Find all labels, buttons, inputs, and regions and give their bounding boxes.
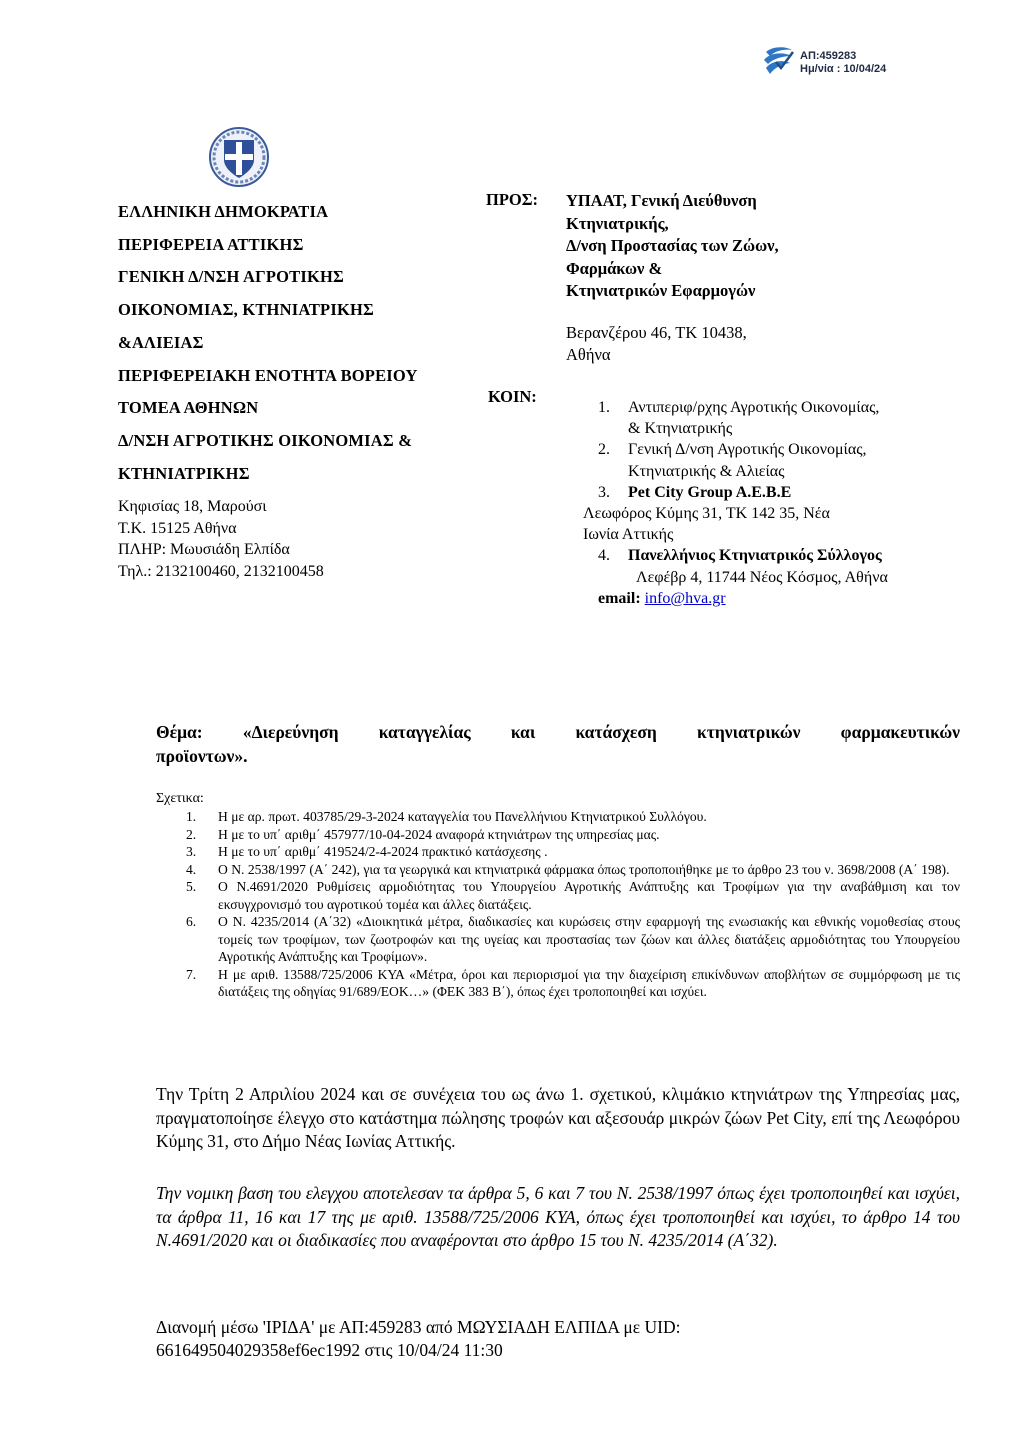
related-text: Η με το υπ΄ αριθμ΄ 457977/10-04-2024 αναφορά κτηνιάτρων της υπηρεσίας μας. [218,826,660,842]
related-item [156,878,960,913]
related-text: Ο Ν. 2538/1997 (Α΄ 242), για τα γεωργικά και κτηνιατρικά φάρμακα όπως τροποποιήθηκε με το άρθρο 23 του ν. 3698/2008 (Α΄ 198). [218,861,950,877]
koin-item [598,545,958,566]
koin-name: Pet City Group A.E.B.E [628,483,792,501]
subject [156,720,960,768]
koin-name: Πανελλήνιος Κτηνιατρικός Σύλλογος [628,547,882,565]
koin-text: Λεωφόρος Κύμης 31, ΤΚ 142 35, Νέα [583,505,830,523]
item-number: 7. [186,966,197,982]
recipient-line: Κτηνιατρικής, [566,213,669,233]
related-item [156,966,960,1001]
sender-line: ΤΟΜΕΑ ΑΘΗΝΩΝ [118,398,259,418]
item-number: 4. [186,861,197,877]
sender-line: ΟΙΚΟΝΟΜΙΑΣ, ΚΤΗΝΙΑΤΡΙΚΗΣ [118,300,374,320]
body-paragraph: Την Τρίτη 2 Απριλίου 2024 και σε συνέχεια του ως άνω 1. σχετικού, κλιμάκιο κτηνιάτρων της Υπηρεσίας μας, πραγματοποίησε έλεγχο στο κατάστημα πώλησης τροφών και αξεσουάρ μικρών ζώων Pet City, επί της Λεωφόρου Κύμης 31, στο Δήμο Νέας Ιωνίας Αττικής. [156,1084,960,1152]
related-item [156,913,960,966]
related-text: Η με αρ. πρωτ. 403785/29-3-2024 καταγγελία του Πανελλήνιου Κτηνιατρικού Συλλόγου. [218,809,707,824]
item-number: 3. [598,483,610,501]
related-list [156,808,960,1001]
item-number: 1. [186,809,197,824]
sender-line: ΓΕΝΙΚΗ Δ/ΝΣΗ ΑΓΡΟΤΙΚΗΣ [118,267,345,287]
koin-list [583,397,958,609]
koin-label: ΚΟΙΝ: [488,387,537,406]
footer-line: Διανομή μέσω 'ΙΡΙΔΑ' με ΑΠ:459283 από ΜΩΥΣΙΑΔΗ ΕΛΠΙΔΑ με UID: [156,1317,681,1337]
sender-info: ΠΛΗΡ: Μωυσιάδη Ελπίδα [118,541,290,559]
koin-text: Λεφέβρ 4, 11744 Νέος Κόσμος, Αθήνα [636,568,888,586]
stamp-protocol: ΑΠ:459283 [800,49,857,62]
recipient-label: ΠΡΟΣ: [486,190,539,209]
footer-line: 661649504029358ef6ec1992 στις 10/04/24 11:30 [156,1340,503,1360]
recipient-line: Φαρμάκων & [566,258,663,278]
koin-item [598,439,958,481]
legal-basis-paragraph: Την νομικη βαση του ελεγχου αποτελεσαν τα άρθρα 5, 6 και 7 του Ν. 2538/1997 όπως έχει τροποποιηθεί και ισχύει, τα άρθρα 11, 16 και 17 της με αριθ. 13588/725/2006 ΚΥΑ, όπως έχει τροποποιηθεί και ισχύει, το άρθρο 14 του Ν.4691/2020 και οι διαδικασίες που αναφέρονται στο άρθρο 15 του Ν. 4235/2014 (Α΄32). [156,1183,960,1251]
related-item [156,843,960,861]
sender-line: ΚΤΗΝΙΑΤΡΙΚΗΣ [118,463,250,483]
stamp-date: Ημ/νία : 10/04/24 [800,62,887,75]
item-number: 3. [186,844,197,859]
related-item [156,826,960,844]
koin-item [598,482,958,503]
email-label: email: [598,589,641,607]
recipient-address: Βερανζέρου 46, ΤΚ 10438, [566,322,747,342]
koin-item [598,397,958,439]
recipient-line: ΥΠΑΑΤ, Γενική Διεύθυνση [566,191,757,210]
greek-emblem-icon [208,126,270,193]
item-number: 5. [186,879,197,894]
subject-line: προϊοντων». [156,746,248,766]
item-number: 1. [598,399,610,416]
recipient-line: Δ/νση Προστασίας των Ζώων, [566,236,779,255]
related-text: Ο Ν.4691/2020 Ρυθμίσεις αρμοδιότητας του Υπουργείου Αγροτικής Ανάπτυξης και Τροφίμων για την αναβάθμιση και τον εκσυγχρονισμό του αγροτικού τομέα και άλλες διατάξεις. [218,879,960,912]
recipient-city: Αθήνα [566,345,611,364]
related-item [156,808,960,826]
item-number: 2. [186,826,197,842]
distribution-footer [156,1316,856,1362]
email-link[interactable]: info@hva.gr [644,589,726,607]
related-text: Η με το υπ΄ αριθμ΄ 419524/2-4-2024 πρακτικό κατάσχεσης . [218,844,548,859]
sender-line: ΕΛΛΗΝΙΚΗ ΔΗΜΟΚΡΑΤΙΑ [118,202,329,221]
sender-line: ΠΕΡΙΦΕΡΕΙΑΚΗ ΕΝΟΤΗΤΑ ΒΟΡΕΙΟΥ [118,365,418,385]
koin-text: Γενική Δ/νση Αγροτικής Οικονομίας, [628,441,867,459]
koin-text: & Κτηνιατρικής [628,420,733,438]
recipient-line: Κτηνιατρικών Εφαρμογών [566,281,756,300]
sender-line: ΠΕΡΙΦΕΡΕΙΑ ΑΤΤΙΚΗΣ [118,234,304,254]
related-item [156,861,960,879]
irida-logo-icon [762,44,796,81]
item-number: 4. [598,547,610,565]
sender-block [118,196,478,582]
subject-line: Θέμα: «Διερεύνηση καταγγελίας και κατάσχεση κτηνιατρικών φαρμακευτικών [156,722,960,742]
sender-postal: Τ.Κ. 15125 Αθήνα [118,519,237,537]
protocol-stamp [762,44,886,81]
related-text: Ο Ν. 4235/2014 (Α΄32) «Διοικητικά μέτρα, διαδικασίες και κυρώσεις στην εφαρμογή της ενωσιακής και εθνικής νομοθεσίας στους τομείς των τροφίμων, των ζωοτροφών και της υγείας και προστασίας των ζώων και άλλες διατάξεις αρμοδιότητας του Υπουργείου Αγροτικής Ανάπτυξης και Τροφίμων». [218,914,960,964]
koin-text: Αντιπεριφ/ρχης Αγροτικής Οικονομίας, [628,399,880,416]
sender-phone: Τηλ.: 2132100460, 2132100458 [118,562,324,580]
related-text: Η με αριθ. 13588/725/2006 ΚΥΑ «Μέτρα, όροι και περιορισμοί για την διαχείριση επικίνδυνων αποβλήτων σε συμμόρφωση με τις διατάξεις της οδηγίας 91/689/ΕΟΚ…» (ΦΕΚ 383 Β΄), όπως έχει τροποποιηθεί και ισχύει. [218,966,960,999]
koin-text: Ιωνία Αττικής [583,526,674,544]
item-number: 2. [598,441,610,459]
sender-line: &ΑΛΙΕΙΑΣ [118,332,204,352]
sender-address: Κηφισίας 18, Μαρούσι [118,498,267,516]
sender-line: Δ/ΝΣΗ ΑΓΡΟΤΙΚΗΣ ΟΙΚΟΝΟΜΙΑΣ & [118,430,413,450]
recipient-block [566,190,866,367]
koin-text: Κτηνιατρικής & Αλιείας [628,462,785,480]
related-header: Σχετικα: [156,791,204,806]
item-number: 6. [186,914,197,929]
